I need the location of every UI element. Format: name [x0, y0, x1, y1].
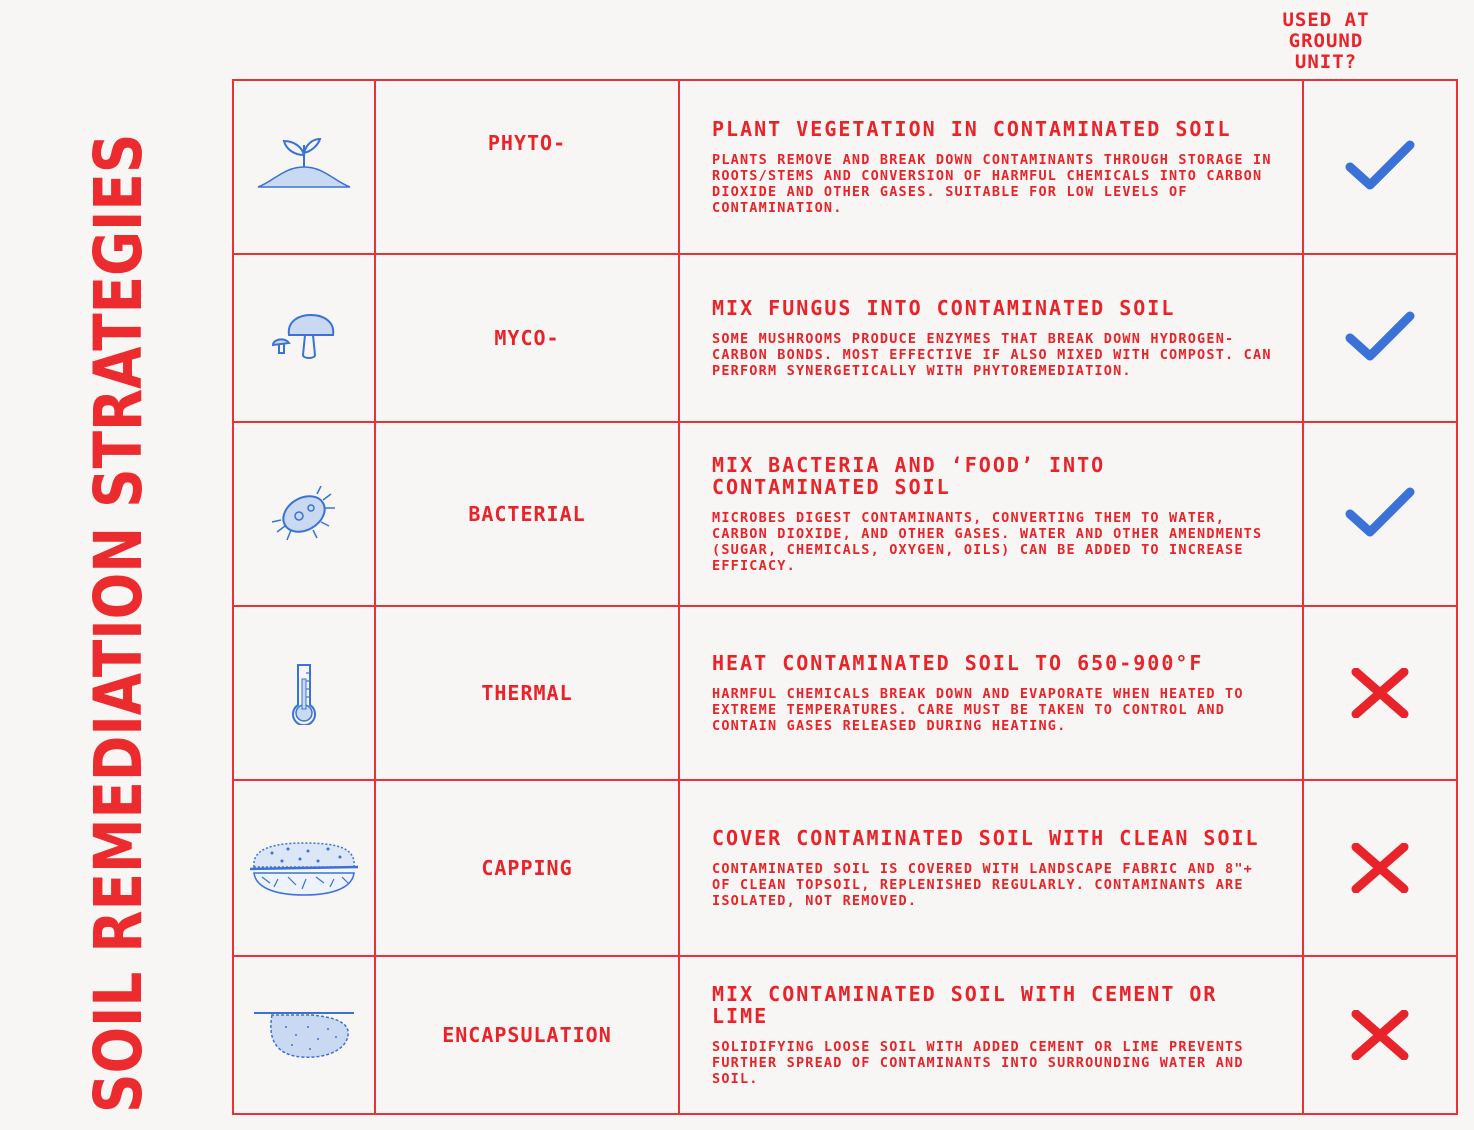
- plant-sprout-icon: [234, 137, 374, 197]
- strategy-name: ENCAPSULATION: [442, 1023, 612, 1047]
- strategy-heading: MIX CONTAMINATED SOIL WITH CEMENT OR LIME: [712, 982, 1218, 1028]
- table-row: [233, 606, 1457, 780]
- used-column-header: USED AT GROUND UNIT?: [1282, 9, 1370, 73]
- table-row: [233, 254, 1457, 422]
- strategy-name: BACTERIAL: [468, 502, 586, 526]
- table-row: [233, 80, 1457, 254]
- soil-layers-icon: [234, 837, 374, 899]
- cross-icon: [1304, 668, 1456, 718]
- page-title: SOIL REMEDIATION STRATEGIES: [80, 133, 157, 1113]
- strategy-name: CAPPING: [481, 856, 573, 880]
- table-row: [233, 956, 1457, 1114]
- strategies-table: [232, 79, 1458, 1115]
- strategy-description: MICROBES DIGEST CONTAMINANTS, CONVERTING THEM TO WATER, CARBON DIOXIDE, AND OTHER GASES. WATER AND OTHER AMENDMENTS (SUGAR, CHEMICALS, OXYGEN, OILS) CAN BE ADDED TO INCREASE EFFICACY.: [712, 510, 1263, 574]
- table-row: [233, 780, 1457, 956]
- strategy-name: PHYTO-: [487, 131, 567, 155]
- table-row: [233, 422, 1457, 606]
- bacterium-icon: [234, 486, 374, 542]
- strategy-heading: MIX BACTERIA AND ‘FOOD’ INTO CONTAMINATED SOIL: [712, 453, 1106, 499]
- thermometer-icon: [234, 661, 374, 725]
- strategy-description: CONTAMINATED SOIL IS COVERED WITH LANDSCAPE FABRIC AND 8"+ OF CLEAN TOPSOIL, REPLENISHED REGULARLY. CONTAMINANTS ARE ISOLATED, NOT REMOVED.: [712, 861, 1254, 909]
- cross-icon: [1304, 843, 1456, 893]
- cross-icon: [1304, 1010, 1456, 1060]
- strategy-heading: HEAT CONTAMINATED SOIL TO 650-900°F: [712, 651, 1204, 675]
- strategy-description: SOLIDIFYING LOOSE SOIL WITH ADDED CEMENT OR LIME PREVENTS FURTHER SPREAD OF CONTAMINANTS INTO SURROUNDING WATER AND SOIL.: [712, 1039, 1244, 1087]
- strategy-description: SOME MUSHROOMS PRODUCE ENZYMES THAT BREAK DOWN HYDROGEN-CARBON BONDS. MOST EFFECTIVE IF ALSO MIXED WITH COMPOST. CAN PERFORM SYNERGETICALLY WITH PHYTOREMEDIATION.: [712, 331, 1272, 379]
- encapsulated-soil-icon: [234, 1007, 374, 1063]
- strategy-description: PLANTS REMOVE AND BREAK DOWN CONTAMINANTS THROUGH STORAGE IN ROOTS/STEMS AND CONVERSION OF HARMFUL CHEMICALS INTO CARBON DIOXIDE AND OTHER GASES. SUITABLE FOR LOW LEVELS OF CONTAMINATION.: [712, 152, 1272, 216]
- strategy-description: HARMFUL CHEMICALS BREAK DOWN AND EVAPORATE WHEN HEATED TO EXTREME TEMPERATURES. CARE MUST BE TAKEN TO CONTROL AND CONTAIN GASES RELEASED DURING HEATING.: [712, 686, 1244, 734]
- strategy-heading: MIX FUNGUS INTO CONTAMINATED SOIL: [712, 296, 1176, 320]
- check-icon: [1304, 310, 1456, 366]
- mushroom-icon: [234, 313, 374, 363]
- check-icon: [1304, 486, 1456, 542]
- strategy-name: MYCO-: [494, 326, 560, 350]
- strategy-name: THERMAL: [481, 681, 573, 705]
- strategy-heading: PLANT VEGETATION IN CONTAMINATED SOIL: [712, 117, 1232, 141]
- check-icon: [1304, 139, 1456, 195]
- strategy-heading: COVER CONTAMINATED SOIL WITH CLEAN SOIL: [712, 826, 1260, 850]
